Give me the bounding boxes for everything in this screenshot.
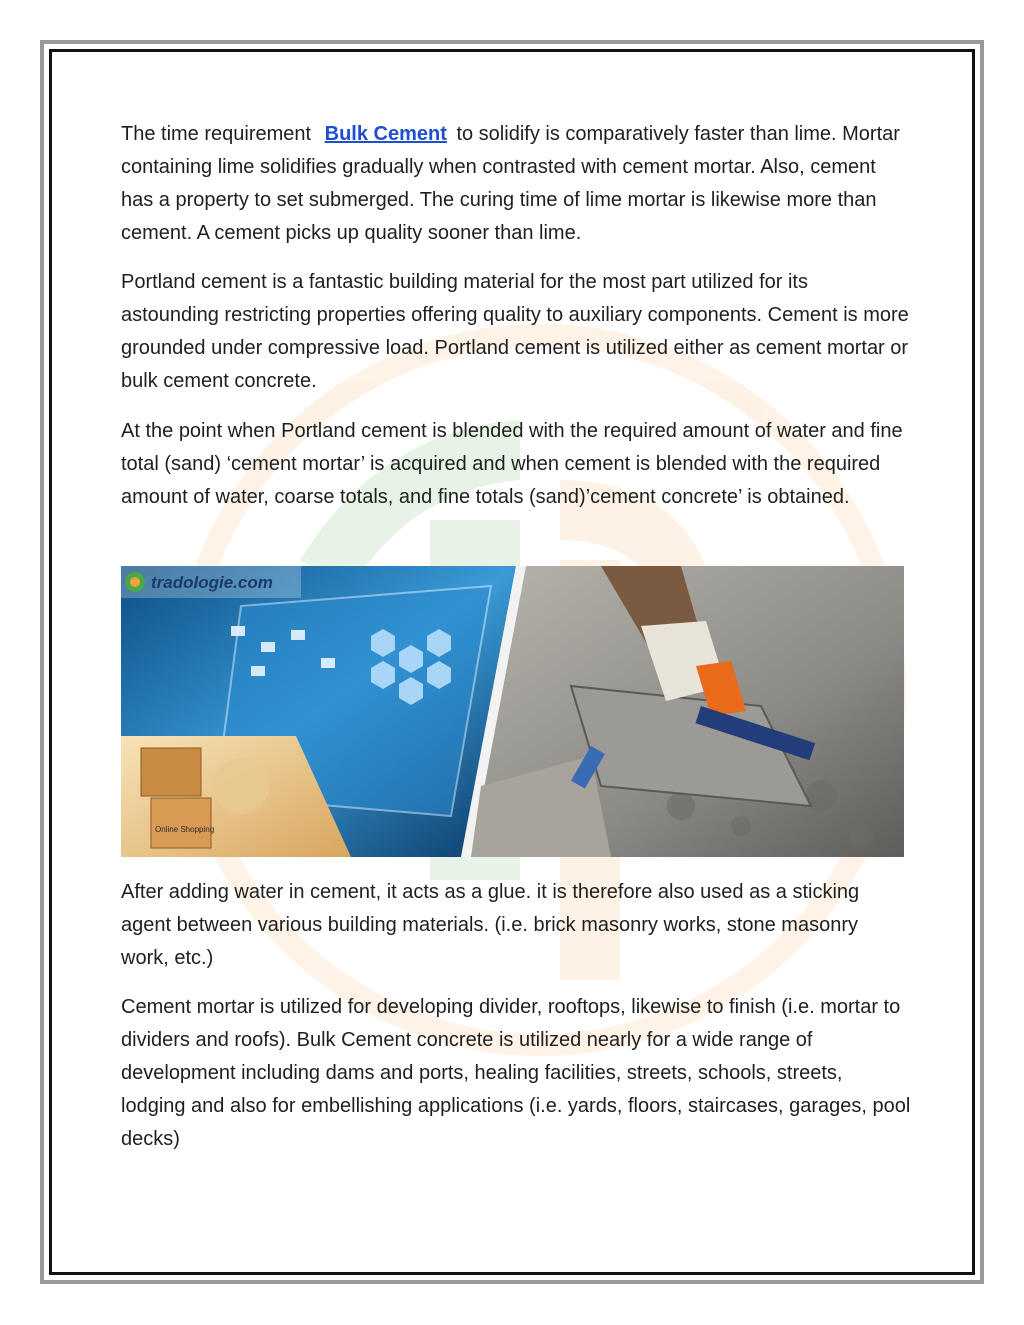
cement-image-graphic: [121, 566, 904, 857]
paragraph-5-text: Cement mortar is utilized for developing divider, rooftops, likewise to finish (i.e. mortar to dividers and roofs). Bulk Cement concrete is utilized nearly for a wide range of development including dams and ports, healing facilities, streets, schools, streets, lodging and also for embellishing applications (i.e. yards, floors, staircases, garages, pool decks): [121, 996, 911, 1150]
paragraph-1-text-end: to solidify is comparatively faster than lime. Mortar containing lime solidifies gradually when contrasted with cement mortar. Also, cement has a property to set submerged. The curing time of lime mortar is likewise more than cement. A cement picks up quality sooner than lime.: [121, 123, 900, 244]
paragraph-1: [121, 118, 911, 250]
paragraph-3-text: At the point when Portland cement is blended with the required amount of water and fine total (sand) ‘cement mortar’ is acquired and when cement is blended with the required amount of water, coarse totals, and fine totals (sand)’cement concrete’ is obtained.: [121, 420, 903, 508]
tradologie-logo-text: tradologie.com: [151, 573, 273, 592]
paragraph-4: [121, 876, 911, 975]
paragraph-2: [121, 266, 911, 398]
online-shopping-label: Online Shopping: [155, 825, 215, 834]
bulk-cement-link[interactable]: Bulk Cement: [324, 123, 447, 145]
paragraph-1-text-start: The time requirement: [121, 123, 317, 145]
paragraph-4-text: After adding water in cement, it acts as a glue. it is therefore also used as a sticking agent between various building materials. (i.e. brick masonry works, stone masonry work, etc.): [121, 881, 860, 969]
paragraph-2-text: Portland cement is a fantastic building material for the most part utilized for its astounding restricting properties offering quality to auxiliary components. Cement is more grounded under compressive load. Portland cement is utilized either as cement mortar or bulk cement concrete.: [121, 271, 909, 392]
paragraph-5: [121, 991, 911, 1156]
paragraph-3: [121, 415, 911, 514]
cement-image: [121, 566, 904, 857]
